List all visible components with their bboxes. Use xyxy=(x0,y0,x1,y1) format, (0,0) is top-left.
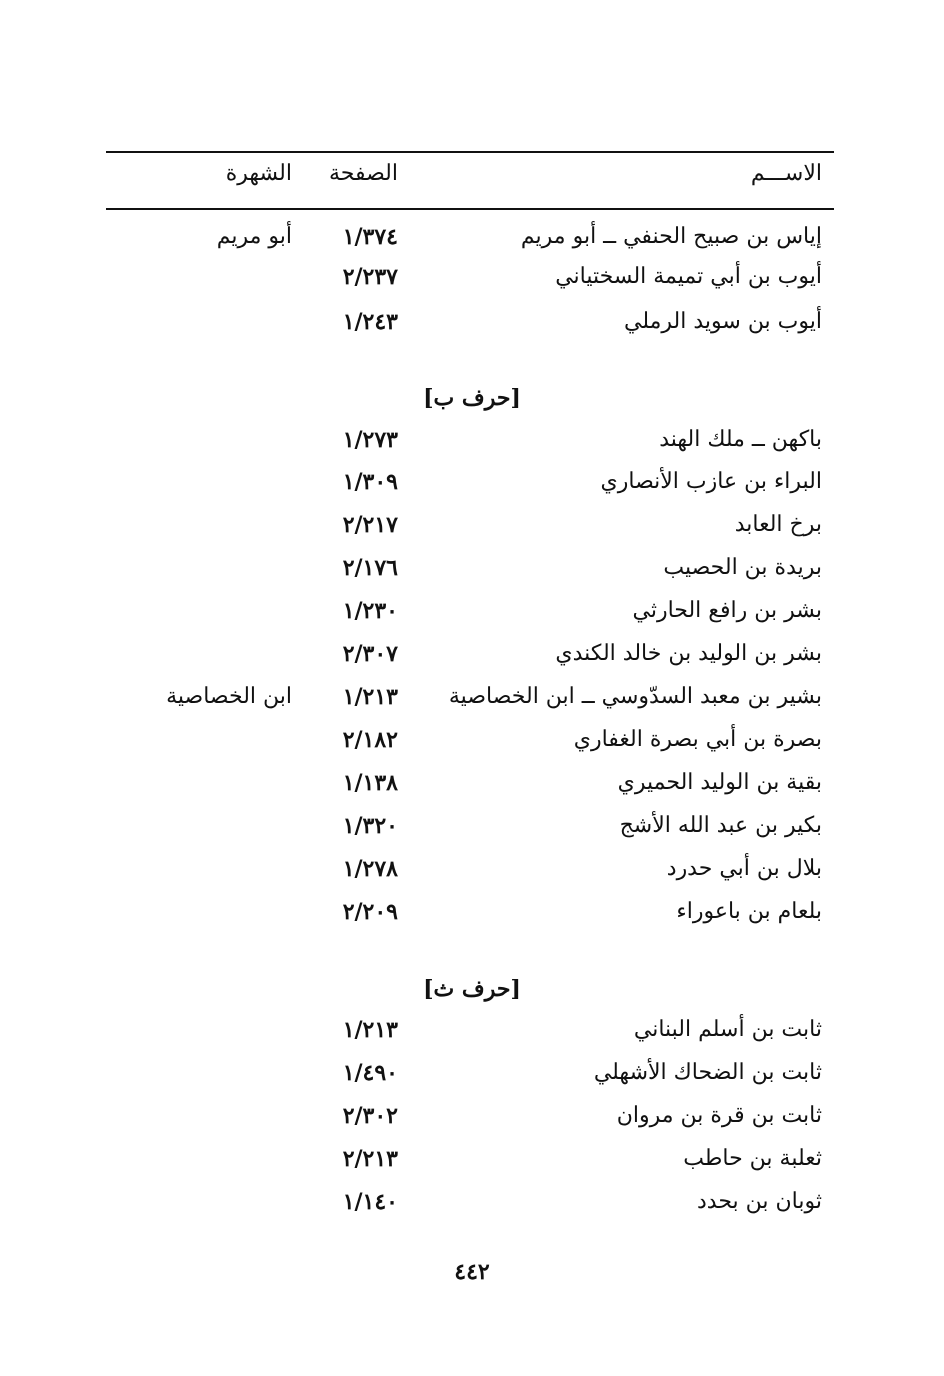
entry-fame xyxy=(92,302,292,342)
entry-page: ٢/٢١٣ xyxy=(342,1146,398,1172)
entry-name: ثابت بن أسلم البناني xyxy=(633,1017,822,1042)
entry-name: ثوبان بن بحدد xyxy=(697,1189,822,1214)
table-row xyxy=(0,634,944,674)
table-row xyxy=(0,505,944,545)
entry-page: ٢/٢٠٩ xyxy=(342,899,398,925)
table-row xyxy=(0,1139,944,1179)
table-row xyxy=(0,892,944,932)
table-row xyxy=(0,1096,944,1136)
entry-name: البراء بن عازب الأنصاري xyxy=(600,469,822,494)
entry-page: ٢/١٧٦ xyxy=(342,555,398,581)
table-row xyxy=(0,806,944,846)
entry-page: ١/٣٠٩ xyxy=(342,469,398,495)
entry-name: بشر بن الوليد بن خالد الكندي xyxy=(555,641,822,666)
entry-name: برخ العابد xyxy=(734,512,822,537)
table-header-rule xyxy=(106,208,834,210)
entry-page: ٢/٣٠٧ xyxy=(342,641,398,667)
entry-page: ١/٢١٣ xyxy=(342,1017,398,1043)
entry-name: بشر بن رافع الحارثي xyxy=(632,598,822,623)
entry-fame: أبو مريم xyxy=(216,224,292,249)
entry-page: ١/٣٧٤ xyxy=(342,224,398,250)
table-row xyxy=(0,849,944,889)
table-row xyxy=(0,257,944,297)
section-heading-ba: [حرف ب] xyxy=(423,385,521,411)
table-row xyxy=(0,677,944,717)
entry-page: ١/١٤٠ xyxy=(342,1189,398,1215)
table-header xyxy=(0,154,944,194)
table-row xyxy=(0,591,944,631)
header-page: الصفحة xyxy=(328,161,398,186)
table-row xyxy=(0,1053,944,1093)
table-row xyxy=(0,720,944,760)
entry-page: ١/٣٢٠ xyxy=(342,813,398,839)
entry-page: ٢/٢١٧ xyxy=(342,512,398,538)
table-row xyxy=(0,462,944,502)
header-name: الاســـم xyxy=(750,161,822,186)
entry-page: ٢/٢٣٧ xyxy=(342,264,398,290)
entry-name: أيوب بن سويد الرملي xyxy=(624,309,822,334)
entry-name: بريدة بن الحصيب xyxy=(663,555,822,580)
entry-name: ثابت بن الضحاك الأشهلي xyxy=(593,1060,822,1085)
table-row xyxy=(0,548,944,588)
entry-name: ثعلبة بن حاطب xyxy=(683,1146,822,1171)
entry-page: ١/٢٧٣ xyxy=(342,427,398,453)
entry-page: ١/٢٧٨ xyxy=(342,856,398,882)
table-row xyxy=(0,1182,944,1222)
entry-page: ١/٢١٣ xyxy=(342,684,398,710)
table-row xyxy=(0,217,944,257)
entry-name: باكهن ــ ملك الهند xyxy=(659,427,822,452)
entry-page: ٢/٣٠٢ xyxy=(342,1103,398,1129)
header-fame: الشهرة xyxy=(225,161,292,186)
page-number: ٤٤٢ xyxy=(454,1259,490,1285)
entry-name: أيوب بن أبي تميمة السختياني xyxy=(555,264,822,289)
entry-name: إياس بن صبيح الحنفي ــ أبو مريم xyxy=(520,224,822,249)
table-row xyxy=(0,763,944,803)
entry-page: ١/١٣٨ xyxy=(342,770,398,796)
entry-page: ١/٢٤٣ xyxy=(342,309,398,335)
table-top-rule xyxy=(106,151,834,153)
entry-page: ١/٢٣٠ xyxy=(342,598,398,624)
entry-name: بلال بن أبي حدرد xyxy=(666,856,822,881)
entry-page: ٢/١٨٢ xyxy=(342,727,398,753)
entry-name: بشير بن معبد السدّوسي ــ ابن الخصاصية xyxy=(448,684,822,709)
table-row xyxy=(0,302,944,342)
entry-name: بقية بن الوليد الحميري xyxy=(617,770,822,795)
table-row xyxy=(0,420,944,460)
entry-fame: ابن الخصاصية xyxy=(166,684,292,709)
entry-name: ثابت بن قرة بن مروان xyxy=(616,1103,822,1128)
entry-name: بكير بن عبد الله الأشج xyxy=(619,813,822,838)
table-row xyxy=(0,1010,944,1050)
entry-name: بلعام بن باعوراء xyxy=(676,899,822,924)
section-heading-tha: [حرف ث] xyxy=(423,976,521,1002)
entry-fame xyxy=(92,257,292,297)
entry-name: بصرة بن أبي بصرة الغفاري xyxy=(573,727,822,752)
entry-page: ١/٤٩٠ xyxy=(342,1060,398,1086)
